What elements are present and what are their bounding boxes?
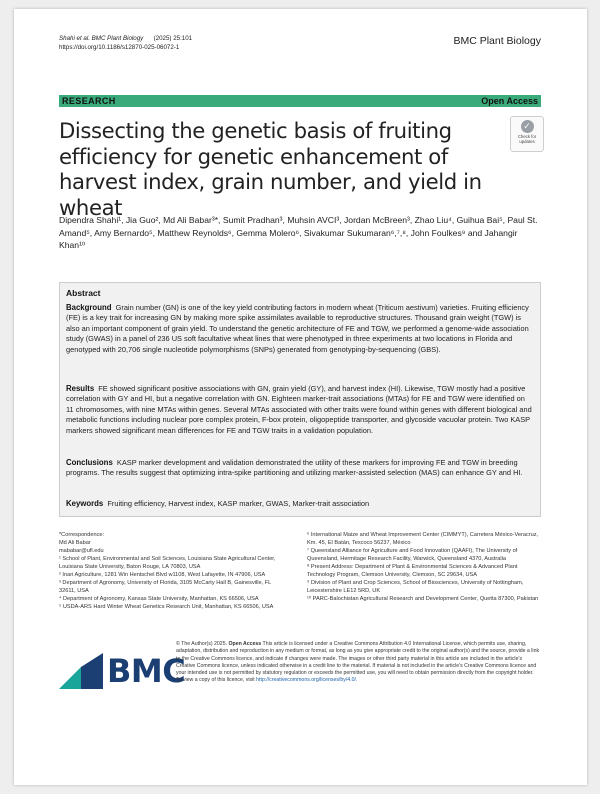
affiliation-3: ³ Department of Agronomy, University of Florida, 3105 McCarty Hall B, Gainesville, FL 32611, USA — [59, 580, 272, 594]
footnotes-left — [59, 531, 281, 611]
affiliation-1: ¹ School of Plant, Environmental and Soil Sciences, Louisiana State Agricultural Center, Louisiana State University, Baton Rouge, LA 70803, USA — [59, 556, 276, 570]
affiliation-9: ⁹ Division of Plant and Crop Sciences, School of Biosciences, University of Nottingham, Leicestershire LE12 5RD, UK — [307, 580, 524, 594]
abstract-background — [66, 303, 532, 355]
abstract-heading: Abstract — [66, 288, 101, 298]
bmc-logo-text: BMC — [107, 652, 186, 690]
results-label: Results — [66, 384, 95, 393]
background-text: Grain number (GN) is one of the key yield contributing factors in modern wheat (Triticum aestivum) varieties. Fruiting efficiency (FE) is a key trait for increasing GN by making more spike assimilates available to reproductive structures. Thousand grain weight (TGW) is also an important component of grain yield. To understand the genetic architecture of FE and TGW, we performed a genome-wide association study (GWAS) in a panel of 236 US soft facultative wheat lines that were phenotyped in three experiments at two locations in Florida and genotyped with 20,706 single nucleotide polymorphisms (SNPs) generated from genotyping-by-sequencing (GBS). — [66, 303, 529, 354]
affiliation-7: ⁷ Queensland Alliance for Agriculture and Food Innovation (QAAFI), The University of Queensland, Hermitage Research Facility, Warwick, Queensland 4370, Australia — [307, 548, 518, 562]
background-label: Background — [66, 303, 112, 312]
affiliation-2: ² Inari Agriculture, 1281 Win Hentschel Blvd w1108, West Lafayette, IN 47906, USA — [59, 572, 266, 578]
check-line1: Check for — [517, 134, 537, 139]
journal-name: BMC Plant Biology — [453, 35, 541, 47]
author-list: Dipendra Shahi¹, Jia Guo², Md Ali Babar³*, Sumit Pradhan³, Muhsin AVCI³, Jordan McBreen³, Zhao Liu⁴, Guihua Bai⁵, Paul St. Amand⁵, Amy Bernardo⁵, Matthew Reynolds⁶, Gemma Molero⁶, Sivakumar Sukumaran⁶,⁷,⁸, John Foulkes⁹ and Jahangir Khan¹⁰ — [59, 215, 538, 250]
license-open-access: Open Access — [228, 641, 262, 647]
correspondence-label: *Correspondence: — [59, 532, 105, 538]
affiliation-10: ¹⁰ PARC-Balochistan Agricultural Research and Development Center, Quetta 87300, Pakistan — [307, 596, 539, 602]
affiliation-6: ⁶ International Maize and Wheat Improvement Center (CIMMYT), Carretera México-Veracruz, Km. 45, El Batán, Texcoco 56237, México — [307, 532, 539, 546]
abstract-conclusions — [66, 458, 532, 479]
bmc-logo-mark-icon — [59, 653, 103, 689]
license-url[interactable]: http://creativecommons.org/licenses/by/4.0/. — [256, 677, 358, 684]
check-for-updates-badge[interactable] — [510, 116, 544, 152]
check-updates-icon: ✓ — [521, 120, 534, 133]
results-text: FE showed significant positive associations with GN, grain yield (GY), and harvest index (HI). Likewise, TGW mostly had a positive correlation with GY and HI, but a negative correlation with GN. Eighteen marker-trait associations (MTAs) for FE and TGW were identified on 11 chromosomes, with nine MTAs within genes. Several MTAs associated with other traits were found within genes with different biological and metabolic functions including nuclear pore complex protein, F-box protein, oligopeptide transporter, and glycoside vacuolar protein. Two KASP markers showed significant mean differences for FE and TGW traits in a validation population. — [66, 384, 532, 435]
affiliation-5: ⁵ USDA-ARS Hard Winter Wheat Genetics Research Unit, Manhattan, KS 66506, USA — [59, 604, 274, 610]
research-bar — [59, 95, 541, 107]
correspondence-email[interactable]: mababar@ufl.edu — [59, 548, 104, 554]
license-text — [176, 641, 540, 685]
keywords-label: Keywords — [66, 499, 104, 508]
article-title: Dissecting the genetic basis of fruiting efficiency for genetic enhancement of harvest index, grain number, and yield in wheat — [59, 118, 482, 220]
keywords-text: Fruiting efficiency, Harvest index, KASP marker, GWAS, Marker-trait association — [107, 499, 370, 508]
abstract-results — [66, 384, 532, 436]
open-access-label: Open Access — [481, 96, 538, 106]
abstract-box — [59, 282, 541, 517]
abstract-keywords — [66, 499, 532, 509]
article-type: RESEARCH — [62, 96, 116, 106]
correspondence-name: Md Ali Babar — [59, 540, 91, 546]
paper-page — [14, 9, 587, 785]
journal-volume: (2025) 25:101 — [153, 35, 193, 42]
license-body: This article is licensed under a Creative Commons Attribution 4.0 International License, which permits use, sharing, adaptation, distribution and reproduction in any medium or format, as long as you give appropriate credit to the original author(s) and the source, provide a link to the Creative Commons licence, and indicate if changes were made. The images or other third party material in this article are included in the article's Creative Commons licence, unless indicated otherwise in a credit line to the material. If material is not included in the article's Creative Commons licence and your intended use is not permitted by statutory regulation or exceeds the permitted use, you will need to obtain permission directly from the copyright holder. To view a copy of this licence, visit — [176, 641, 540, 684]
doi-link[interactable]: https://doi.org/10.1186/s12870-025-06072-1 — [59, 44, 180, 51]
check-line2: updates — [519, 139, 535, 144]
conclusions-text: KASP marker development and validation demonstrated the utility of these markers for improving FE and TGW in breeding programs. The results suggest that optimizing intra-spike partitioning and utilizing marker-assisted selection (MAS) can enhance GY and HI. — [66, 458, 523, 478]
affiliation-8: ⁸ Present Address: Department of Plant & Environmental Sciences & Advanced Plant Technology Program, Clemson University, Clemson, SC 29634, USA — [307, 564, 518, 578]
citation-header — [59, 34, 192, 52]
journal-ref: Shahi et al. BMC Plant Biology — [59, 35, 144, 42]
conclusions-label: Conclusions — [66, 458, 113, 467]
footnotes-right — [307, 531, 539, 603]
affiliation-4: ⁴ Department of Agronomy, Kansas State University, Manhattan, KS 66506, USA — [59, 596, 259, 602]
copyright: © The Author(s) 2025. — [176, 641, 228, 647]
